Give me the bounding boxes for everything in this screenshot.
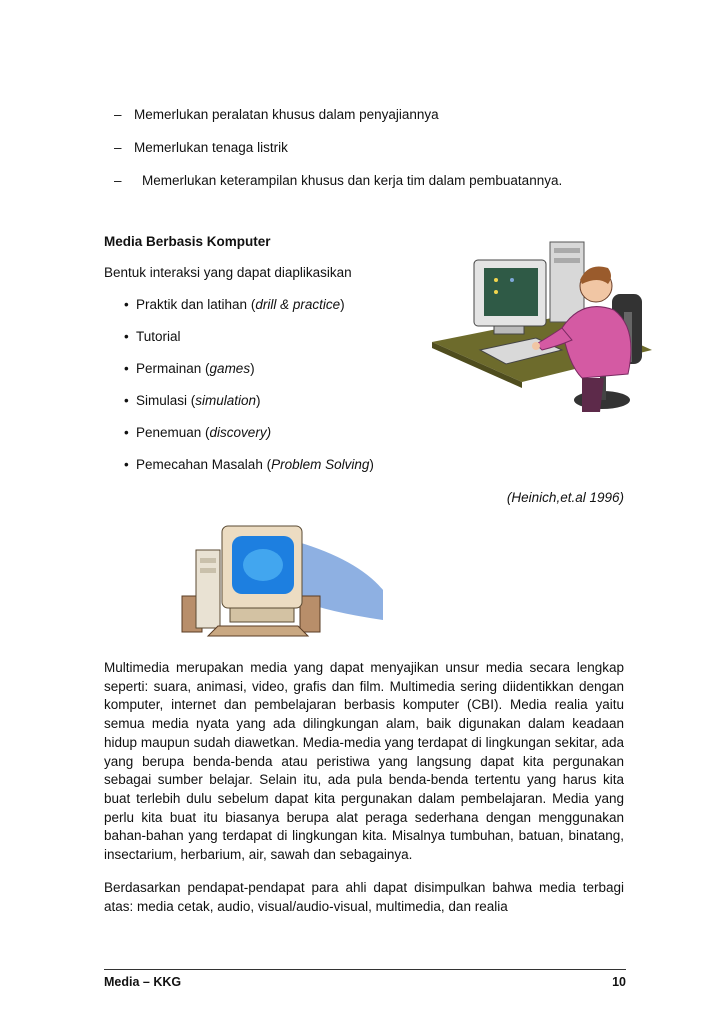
bullet-item-2 [124, 329, 181, 344]
dash-symbol: – [114, 173, 122, 188]
crt-computer-illustration [178, 520, 388, 640]
person-at-computer-illustration [432, 232, 662, 422]
bullet-suffix: ) [256, 393, 261, 408]
bullet-italic: drill & practice [255, 297, 341, 312]
dash-item-text: Memerlukan tenaga listrik [134, 140, 288, 155]
bullet-italic: Problem Solving [271, 457, 370, 472]
bullet-suffix: ) [250, 361, 255, 376]
paragraph-multimedia: Multimedia merupakan media yang dapat menyajikan unsur media secara lengkap seperti: suara, animasi, video, grafis dan film. Multimedia sering diidentikkan dengan komputer, internet dan pembelajaran berbasis komputer (CBI). Media realia yaitu semua media nyata yang ada dilingkungan alam, baik digunakan dalam keadaan hidup maupun sudah diawetkan. Media-media yang terdapat di lingkungan sekitar, ada yang berupa benda-benda atau peristiwa yang langsung dapat kita pergunakan sebagai sumber belajar. Selain itu, ada pula benda-benda tertentu yang harus kita buat terlebih dulu sebelum dapat kita pergunakan dalam pembelajaran. Media yang perlu kita buat itu biasanya berupa alat peraga sederhana dengan menggunakan bahan-bahan yang terdapat di lingkungan kita. Misalnya tumbuhan, batuan, binatang, insectarium, herbarium, air, sawah dan sebagainya. [104, 660, 624, 863]
bullet-italic: discovery) [209, 425, 272, 440]
bullet-item-6 [124, 457, 374, 472]
footer-divider [104, 969, 626, 970]
dash-item-text: Memerlukan peralatan khusus dalam penyajiannya [134, 107, 439, 122]
bullet-text: Tutorial [136, 329, 181, 344]
bullet-suffix: ) [369, 457, 374, 472]
dash-symbol: – [114, 107, 122, 122]
bullet-italic: simulation [195, 393, 257, 408]
bullet-item-3 [124, 361, 255, 376]
bullet-italic: games [209, 361, 251, 376]
bullet-item-4 [124, 393, 261, 408]
paragraph-conclusion: Berdasarkan pendapat-pendapat para ahli dapat disimpulkan bahwa media terbagi atas: media cetak, audio, visual/audio-visual, multimedia, dan realia [104, 880, 624, 914]
dash-symbol: – [114, 140, 122, 155]
section-heading: Media Berbasis Komputer [104, 234, 271, 249]
dash-item-1 [114, 107, 439, 122]
bullet-text: Pemecahan Masalah ( [136, 457, 272, 472]
bullet-text: Permainan ( [136, 361, 210, 376]
dash-item-3 [114, 173, 562, 188]
dash-item-text: Memerlukan keterampilan khusus dan kerja tim dalam pembuatannya. [142, 173, 563, 188]
bullet-suffix: ) [340, 297, 345, 312]
page-number: 10 [612, 975, 626, 989]
bullet-symbol: • [124, 393, 129, 408]
citation: (Heinich,et.al 1996) [506, 490, 624, 505]
bullet-symbol: • [124, 329, 129, 344]
bullet-text: Praktik dan latihan ( [136, 297, 256, 312]
bullet-text: Penemuan ( [136, 425, 210, 440]
dash-item-2 [114, 140, 288, 155]
bullet-symbol: • [124, 361, 129, 376]
bullet-symbol: • [124, 297, 129, 312]
bullet-symbol: • [124, 457, 129, 472]
bullet-item-1 [124, 297, 345, 312]
bullet-text: Simulasi ( [136, 393, 196, 408]
footer-title: Media – KKG [104, 975, 182, 989]
section-intro: Bentuk interaksi yang dapat diaplikasikan [104, 265, 352, 280]
bullet-symbol: • [124, 425, 129, 440]
bullet-item-5 [124, 425, 271, 440]
